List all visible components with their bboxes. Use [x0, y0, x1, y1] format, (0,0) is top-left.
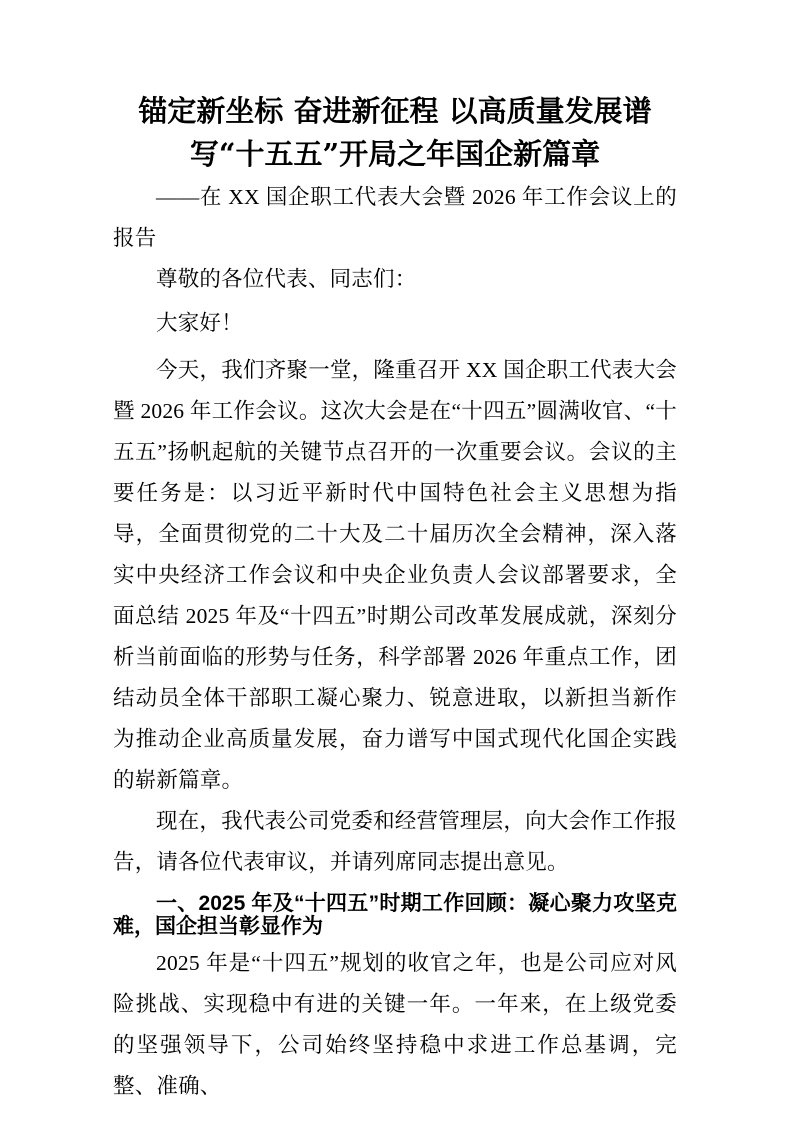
title-line-1: 锚定新坐标 奋进新征程 以高质量发展谱: [138, 94, 652, 128]
title-line-2: 写“十五五”开局之年国企新篇章: [189, 137, 601, 171]
document-title: [113, 90, 677, 176]
salutation: 尊敬的各位代表、同志们：: [156, 267, 417, 291]
document-content: [113, 90, 677, 1107]
paragraph: 今天，我们齐聚一堂，隆重召开 XX 国企职工代表大会暨 2026 年工作会议。这次大会是在“十四五”圆满收官、“十五五”扬帆起航的关键节点召开的一次重要会议。会议的主要任务是：以习近平新时代中国特色社会主义思想为指导，全面贯彻党的二十大及二十届历次全会精神，深入落实中央经济工作会议和中央企业负责人会议部署要求，全面总结 2025 年及“十四五”时期公司改革发展成就，深刻分析当前面临的形势与任务，科学部署 2026 年重点工作，团结动员全体干部职工凝心聚力、锐意进取，以新担当新作为推动企业高质量发展，奋力谱写中国式现代化国企实践的崭新篇章。: [113, 358, 677, 792]
section-paragraph: 2025 年是“十四五”规划的收官之年，也是公司应对风险挑战、实现稳中有进的关键一年。一年来，在上级党委的坚强领导下，公司始终坚持稳中求进工作总基调，完整、准确、: [113, 951, 677, 1098]
section-heading: 一、2025 年及“十四五”时期工作回顾：凝心聚力攻坚克难，国企担当彰显作为: [113, 892, 677, 938]
document-subtitle: ——在 XX 国企职工代表大会暨 2026 年工作会议上的报告: [113, 185, 677, 250]
paragraph: 现在，我代表公司党委和经营管理层，向大会作工作报告，请各位代表审议，并请列席同志提出意见。: [113, 809, 677, 874]
greeting: 大家好！: [156, 311, 243, 335]
